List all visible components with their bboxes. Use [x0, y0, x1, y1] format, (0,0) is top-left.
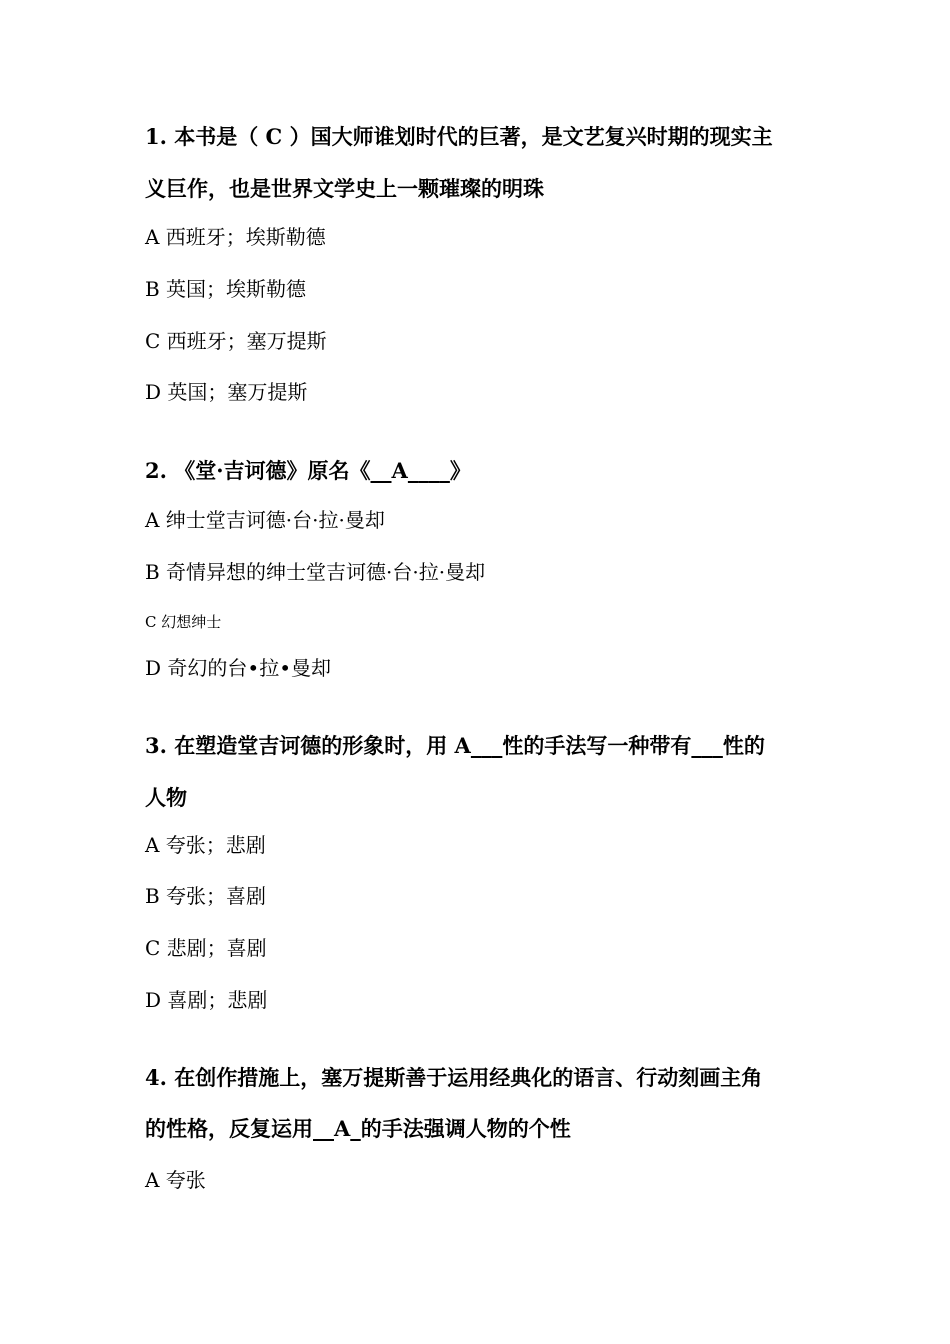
- question-3-option-c: C 悲剧；喜剧: [145, 936, 267, 960]
- question-2-option-b: B 奇情异想的绅士堂吉诃德·台·拉·曼却: [145, 560, 486, 584]
- question-1-option-b: B 英国；埃斯勒德: [145, 277, 307, 301]
- question-4-option-a: A 夸张: [145, 1168, 206, 1192]
- question-3-option-a: A 夸张；悲剧: [145, 833, 266, 857]
- question-1-option-d: D 英国；塞万提斯: [145, 380, 308, 404]
- question-1-option-a: A 西班牙；埃斯勒德: [145, 225, 326, 249]
- question-1-option-c: C 西班牙；塞万提斯: [145, 329, 327, 353]
- question-3-stem-line-1: 3. 在塑造堂吉诃德的形象时，用 A___性的手法写一种带有___性的: [145, 733, 765, 758]
- question-3-option-d: D 喜剧；悲剧: [145, 988, 268, 1012]
- question-2-stem-line-1: 2. 《堂·吉诃德》原名《__A____》: [145, 458, 471, 483]
- question-4-stem-line-1: 4. 在创作措施上，塞万提斯善于运用经典化的语言、行动刻画主角: [145, 1065, 763, 1090]
- question-3-stem-line-2: 人物: [145, 785, 187, 810]
- question-2-option-d: D 奇幻的台•拉•曼却: [145, 656, 331, 680]
- question-2-option-a: A 绅士堂吉诃德·台·拉·曼却: [145, 508, 385, 532]
- question-3-option-b: B 夸张；喜剧: [145, 884, 267, 908]
- question-1-stem-line-1: 1. 本书是（ C ）国大师谁划时代的巨著，是文艺复兴时期的现实主: [145, 124, 773, 149]
- question-4-stem-line-2: 的性格，反复运用__A_的手法强调人物的个性: [145, 1116, 571, 1141]
- question-1-stem-line-2: 义巨作，也是世界文学史上一颗璀璨的明珠: [145, 176, 544, 201]
- question-2-option-c: C 幻想绅士: [145, 613, 222, 631]
